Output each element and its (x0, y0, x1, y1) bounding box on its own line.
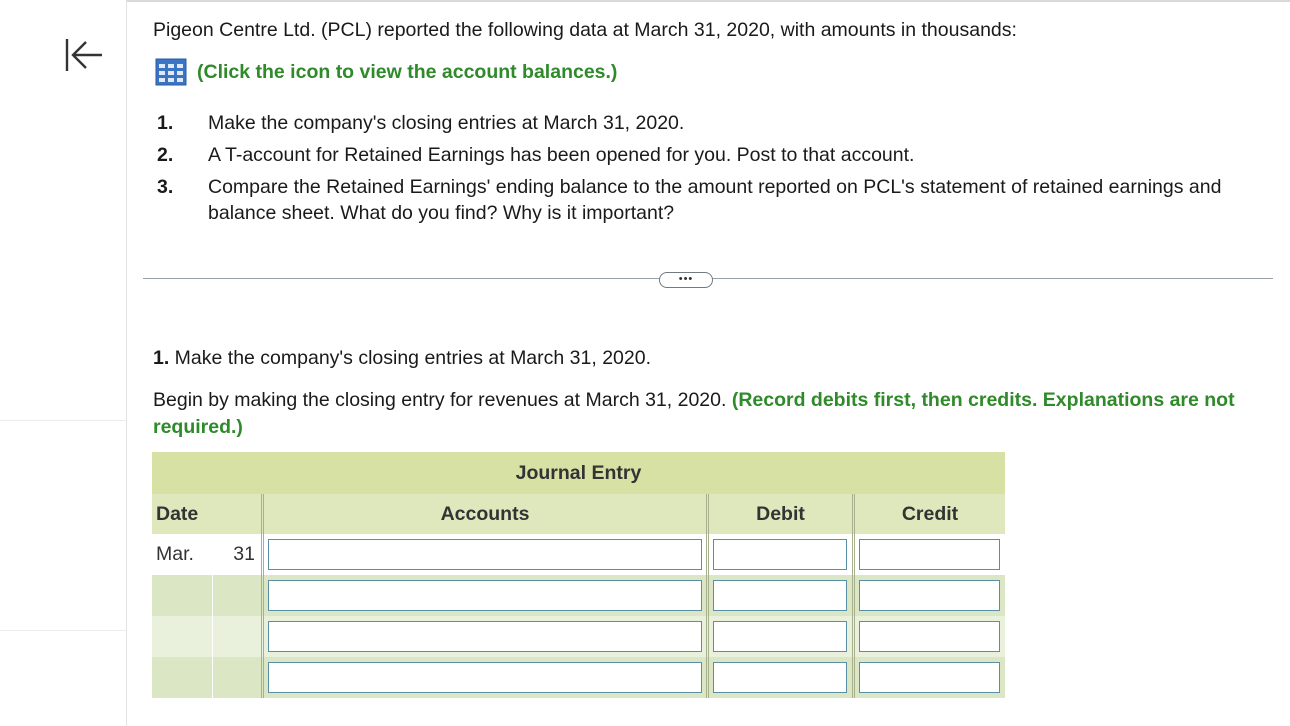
debit-header: Debit (708, 494, 854, 534)
account-input[interactable] (268, 621, 702, 652)
credit-input[interactable] (859, 662, 1000, 693)
instruction-item (153, 174, 1263, 226)
begin-instructions (153, 387, 1268, 441)
date-month: Mar. (152, 534, 213, 575)
instruction-item (153, 110, 1263, 136)
debit-input[interactable] (713, 580, 847, 611)
debit-input[interactable] (713, 621, 847, 652)
table-row (152, 616, 1005, 657)
date-cell (152, 575, 213, 616)
debit-input[interactable] (713, 539, 847, 570)
question-heading (153, 347, 651, 370)
question-text: Make the company's closing entries at March 31, 2020. (169, 347, 651, 369)
expand-more-button[interactable]: ••• (659, 272, 713, 288)
account-balances-link[interactable] (155, 58, 617, 86)
instruction-text: A T-account for Retained Earnings has been opened for you. Post to that account. (208, 144, 915, 166)
account-input[interactable] (268, 662, 702, 693)
instruction-number: 3. (157, 176, 174, 198)
journal-title: Journal Entry (152, 452, 1005, 494)
date-cell (152, 616, 213, 657)
instruction-text: Make the company's closing entries at March 31, 2020. (208, 112, 685, 134)
accounts-header: Accounts (263, 494, 708, 534)
instruction-number: 2. (157, 144, 174, 166)
collapse-left-icon (64, 37, 104, 73)
date-cell (213, 657, 263, 698)
date-cell (213, 575, 263, 616)
instruction-number: 1. (157, 112, 174, 134)
top-border (126, 0, 1290, 2)
credit-input[interactable] (859, 539, 1000, 570)
table-row (152, 657, 1005, 698)
account-balances-label[interactable]: (Click the icon to view the account balances.) (197, 60, 618, 83)
account-input[interactable] (268, 539, 702, 570)
credit-input[interactable] (859, 621, 1000, 652)
instruction-item (153, 142, 1263, 168)
date-cell (213, 616, 263, 657)
date-day: 31 (213, 534, 263, 575)
credit-header: Credit (854, 494, 1006, 534)
left-rail (0, 0, 127, 726)
collapse-panel-button[interactable] (64, 37, 104, 73)
table-row (152, 534, 1005, 575)
account-input[interactable] (268, 580, 702, 611)
begin-text: Begin by making the closing entry for revenues at March 31, 2020. (153, 389, 732, 411)
date-header: Date (152, 494, 263, 534)
rail-divider (0, 420, 126, 421)
rail-divider (0, 630, 126, 631)
instruction-list (153, 110, 1263, 232)
instruction-text: Compare the Retained Earnings' ending balance to the amount reported on PCL's statement of retained earnings and balance sheet. What do you find? Why is it important? (208, 176, 1222, 224)
journal-entry-table (152, 452, 1005, 698)
debit-input[interactable] (713, 662, 847, 693)
credit-input[interactable] (859, 580, 1000, 611)
date-cell (152, 657, 213, 698)
begin-hint: (Record debits first, then credits. Explanations are not required.) (153, 389, 1235, 438)
table-row (152, 575, 1005, 616)
table-grid-icon[interactable] (155, 58, 187, 86)
question-number: 1. (153, 347, 170, 369)
intro-text: Pigeon Centre Ltd. (PCL) reported the following data at March 31, 2020, with amounts in thousands: (153, 19, 1017, 41)
